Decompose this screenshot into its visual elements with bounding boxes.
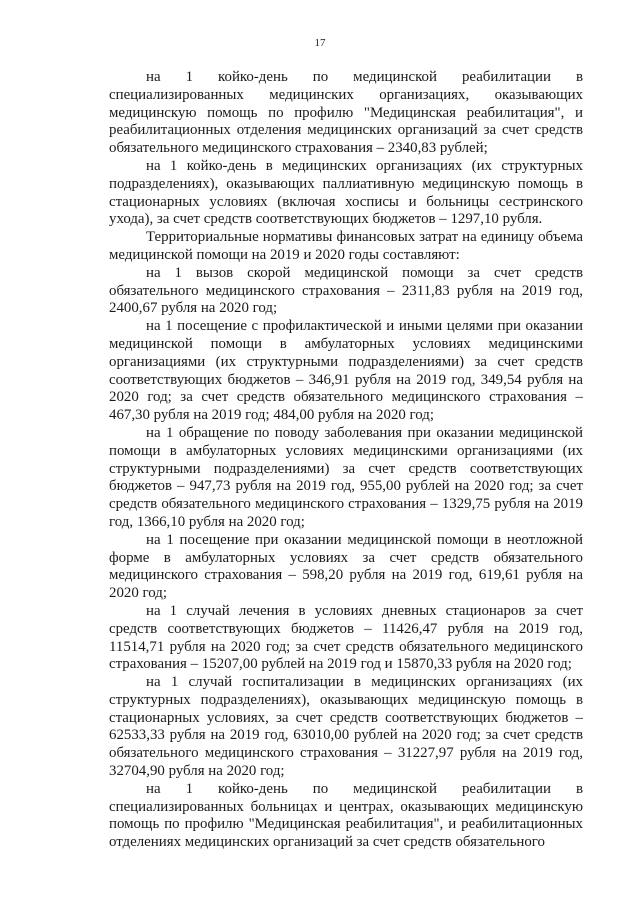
paragraph-cost-norms-intro: Территориальные нормативы финансовых затрат на единицу объема медицинской помощи на 2019 и 2020 годы составляют:	[109, 229, 583, 263]
paragraph-ambulance-call: на 1 вызов скорой медицинской помощи за счет средств обязательного медицинского страхования – 2311,83 рубля на 2019 год, 2400,67 рубля на 2020 год;	[109, 264, 583, 317]
paragraph-rehab-bed-day-oms: на 1 койко-день по медицинской реабилитации в специализированных медицинских организациях, оказывающих медицинскую помощь по профилю "Медицинская реабилитация", и реабилитационных отделения медицинских организаций за счет средств обязательного медицинского страхования – 2340,83 рублей;	[109, 69, 583, 157]
paragraph-urgent-visit: на 1 посещение при оказании медицинской помощи в неотложной форме в амбулаторных условиях за счет средств обязательного медицинского страхования – 598,20 рубля на 2019 год, 619,61 рубля на 2020 год;	[109, 531, 583, 602]
paragraph-disease-appeal: на 1 обращение по поводу заболевания при оказании медицинской помощи в амбулаторных условиях медицинскими организациями (их структурными подразделениями) за счет средств соответствующих бюджетов – 947,73 рубля на 2019 год, 955,00 рублей на 2020 год; за счет средств обязательного медицинского страхования – 1329,75 рубля на 2019 год, 1366,10 рубля на 2020 год;	[109, 424, 583, 530]
page-number: 17	[314, 37, 326, 49]
paragraph-day-hospital-case: на 1 случай лечения в условиях дневных стационаров за счет средств соответствующих бюджетов – 11426,47 рубля на 2019 год, 11514,71 рубля на 2020 год; за счет средств обязательного медицинского страхования – 15207,00 рублей на 2019 год и 15870,33 рубля на 2020 год;	[109, 602, 583, 673]
paragraph-preventive-visit: на 1 посещение с профилактической и иными целями при оказании медицинской помощи в амбулаторных условиях медицинскими организациями (их структурными подразделениями) за счет средств соответствующих бюджетов – 346,91 рубля на 2019 год, 349,54 рубля на 2020 год; за счет средств обязательного медицинского страхования – 467,30 рубля на 2019 год; 484,00 рубля на 2020 год;	[109, 318, 583, 424]
paragraph-rehab-bed-day-centers: на 1 койко-день по медицинской реабилитации в специализированных больницах и центрах, оказывающих медицинскую помощь по профилю "Медицинская реабилитация", и реабилитационных отделениях медицинских организаций за счет средств обязательного	[109, 780, 583, 851]
document-body	[109, 69, 583, 852]
paragraph-palliative-bed-day: на 1 койко-день в медицинских организациях (их структурных подразделениях), оказывающих паллиативную медицинскую помощь в стационарных условиях (включая хосписы и больницы сестринского ухода), за счет средств соответствующих бюджетов – 1297,10 рубля.	[109, 157, 583, 228]
paragraph-hospitalization-case: на 1 случай госпитализации в медицинских организациях (их структурных подразделениях), оказывающих медицинскую помощь в стационарных условиях, за счет средств соответствующих бюджетов – 62533,33 рубля на 2019 год, 63010,00 рублей на 2020 год; за счет средств обязательного медицинского страхования – 31227,97 рубля на 2019 год, 32704,90 рубля на 2020 год;	[109, 674, 583, 780]
